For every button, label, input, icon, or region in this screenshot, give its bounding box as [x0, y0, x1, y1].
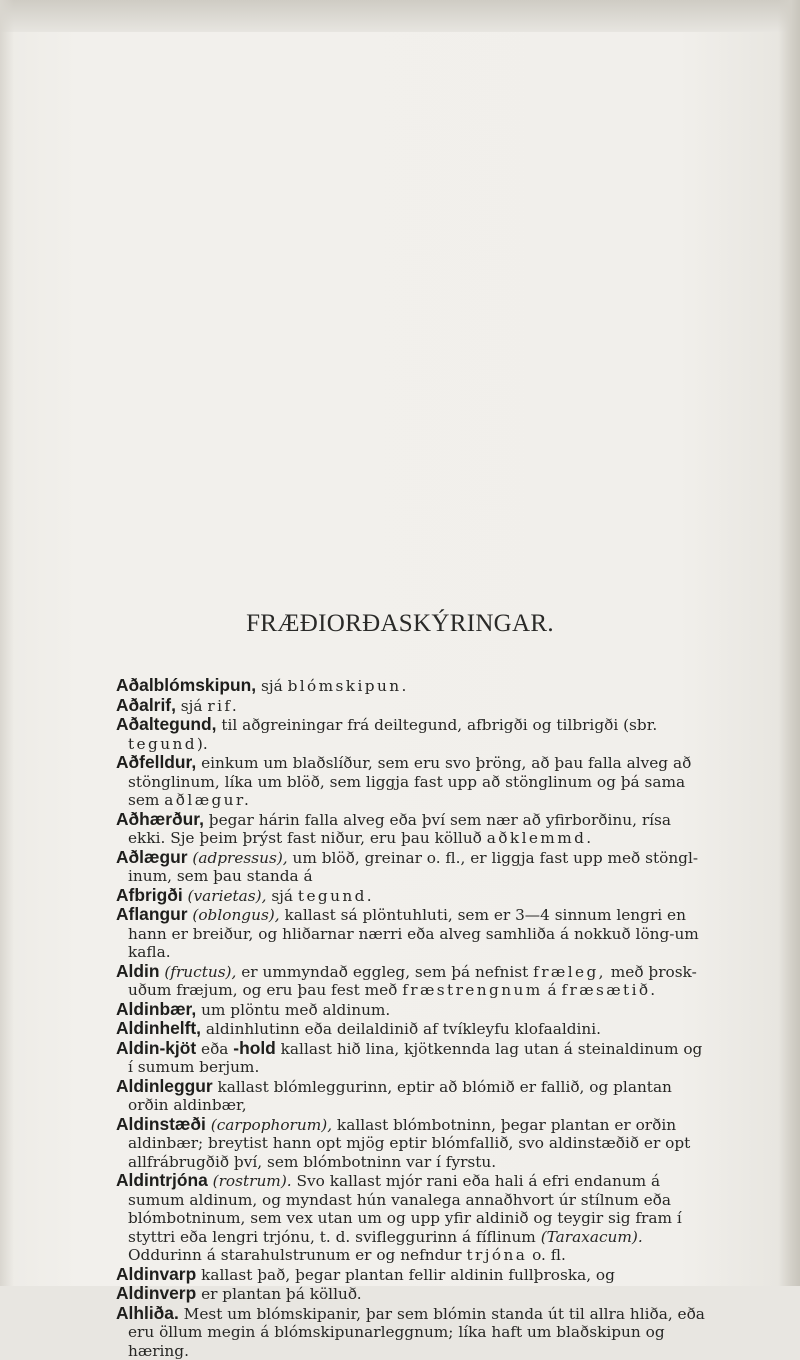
glossary-entry [116, 1171, 706, 1265]
entry-term: Aðlægur [116, 847, 188, 867]
latin-term: (rostrum). [213, 1172, 292, 1190]
glossary-entry [116, 962, 706, 1000]
page-left-shadow [0, 0, 14, 1286]
page-top-shadow [0, 0, 800, 32]
spaced-term: blómskipun. [288, 677, 409, 695]
entry-text: sjá [266, 887, 297, 905]
entry-text: er plantan þá kölluð. [196, 1285, 361, 1303]
glossary-entry [116, 1039, 706, 1077]
entry-term: Aðhærður, [116, 809, 204, 829]
entry-term: Aldin [116, 961, 159, 981]
spaced-term: aðklemmd. [487, 829, 594, 847]
entry-term: Aldinverp [116, 1283, 196, 1303]
spaced-term: aðlægur. [164, 791, 251, 809]
entry-text: kallast hið lina, kjötkennda lag utan á steinaldinum og í sumum berjum. [128, 1040, 702, 1077]
entry-term: -hold [233, 1038, 276, 1058]
entry-text: sjá [176, 697, 207, 715]
latin-term: (Taraxacum). [541, 1228, 643, 1246]
entry-term: Aldinleggur [116, 1076, 213, 1096]
entry-term: Aldinhelft, [116, 1018, 201, 1038]
entry-text: um plöntu með aldinum. [196, 1001, 390, 1019]
glossary-entries [116, 676, 706, 1360]
entry-term: Aðaltegund, [116, 714, 216, 734]
latin-term: (oblongus), [192, 906, 279, 924]
entry-text: ). [197, 735, 208, 753]
latin-term: (varietas), [188, 887, 267, 905]
entry-term: Aldinvarp [116, 1264, 196, 1284]
entry-text: á [543, 981, 562, 999]
entry-text: aldinhlutinn eða deilaldinið af tvíkleyfu klofaaldini. [201, 1020, 601, 1038]
entry-term: Aldin-kjöt [116, 1038, 196, 1058]
glossary-entry [116, 753, 706, 810]
spaced-term: rif. [207, 697, 239, 715]
spaced-term: tegund. [298, 887, 374, 905]
glossary-entry [116, 1284, 706, 1304]
glossary-entry [116, 676, 706, 696]
entry-text: Svo kallast mjór rani eða hali á efri endanum á sumum aldinum, og myndast hún vanalega annaðhvort úr stílnum eða blómbotninum, sem vex utan um og upp yfir aldinið og teygir sig fram í styttri eða lengri trjónu, t. d. svifleggurinn á fíflinum [128, 1172, 682, 1246]
latin-term: (fructus), [164, 963, 236, 981]
entry-text: eða [196, 1040, 233, 1058]
glossary-entry [116, 1019, 706, 1039]
entry-text: Oddurinn á starahulstrunum er og nefndur [128, 1246, 466, 1264]
entry-text: til aðgreiningar frá deiltegund, afbrigði og tilbrigði (sbr. [216, 716, 657, 734]
page-title: FRÆÐIORÐASKÝRINGAR. [0, 610, 800, 638]
glossary-entry [116, 1000, 706, 1020]
page-crease [778, 0, 800, 1286]
spaced-term: tegund [128, 735, 197, 753]
entry-text: er ummyndað eggleg, sem þá nefnist [236, 963, 533, 981]
entry-term: Aðalrif, [116, 695, 176, 715]
entry-term: Alhliða. [116, 1303, 179, 1323]
glossary-entry [116, 696, 706, 716]
glossary-entry [116, 810, 706, 848]
entry-text: einkum um blaðslíður, sem eru svo þröng, að þau falla alveg að stönglinum, líka um blöð, sem liggja fast upp að stönglinum og þá sama sem [128, 754, 691, 809]
glossary-entry [116, 1265, 706, 1285]
entry-text: þegar hárin falla alveg eða því sem nær að yfirborðinu, rísa ekki. Sje þeim þrýst fast niður, eru þau kölluð [128, 811, 671, 848]
entry-term: Aldintrjóna [116, 1170, 208, 1190]
entry-text: kallast það, þegar plantan fellir aldinin fullþroska, og [196, 1266, 615, 1284]
latin-term: (carpophorum), [211, 1116, 332, 1134]
entry-text: kallast blómleggurinn, eptir að blómið er fallið, og plantan orðin aldinbær, [128, 1078, 672, 1115]
glossary-entry [116, 886, 706, 906]
glossary-entry [116, 905, 706, 962]
entry-term: Aldinstæði [116, 1114, 206, 1134]
entry-text: kallast blómbotninn, þegar plantan er orðin aldinbær; breytist hann opt mjög eptir blómfallið, svo aldinstæðið er opt allfrábrugðið því, sem blómbotninn var í fyrstu. [128, 1116, 690, 1171]
spaced-term: fræsætið. [561, 981, 657, 999]
entry-term: Aðalblómskipun, [116, 675, 256, 695]
spaced-term: trjóna [466, 1246, 527, 1264]
glossary-entry [116, 1077, 706, 1115]
entry-text: Mest um blómskipanir, þar sem blómin standa út til allra hliða, eða eru öllum megin á blómskipunarleggnum; líka haft um blaðskipun og hæring. [128, 1305, 705, 1360]
entry-term: Afbrigði [116, 885, 183, 905]
entry-text: um blöð, greinar o. fl., er liggja fast upp með stöngl-inum, sem þau standa á [128, 849, 698, 886]
glossary-entry [116, 1304, 706, 1360]
glossary-entry [116, 1115, 706, 1172]
glossary-entry [116, 715, 706, 753]
entry-term: Aðfelldur, [116, 752, 196, 772]
glossary-entry [116, 848, 706, 886]
spaced-term: fræstrengnum [402, 981, 542, 999]
latin-term: (adpressus), [192, 849, 287, 867]
entry-text: með þrosk-uðum fræjum, og eru þau fest með [128, 963, 697, 1000]
spaced-term: fræleg, [533, 963, 606, 981]
entry-term: Aldinbær, [116, 999, 196, 1019]
entry-text: o. fl. [527, 1246, 566, 1264]
entry-term: Aflangur [116, 904, 188, 924]
entry-text: sjá [256, 677, 287, 695]
entry-text: kallast sá plöntuhluti, sem er 3—4 sinnum lengri en hann er breiður, og hliðarnar nærri eða alveg samhliða á nokkuð löng-um kafla. [128, 906, 699, 961]
